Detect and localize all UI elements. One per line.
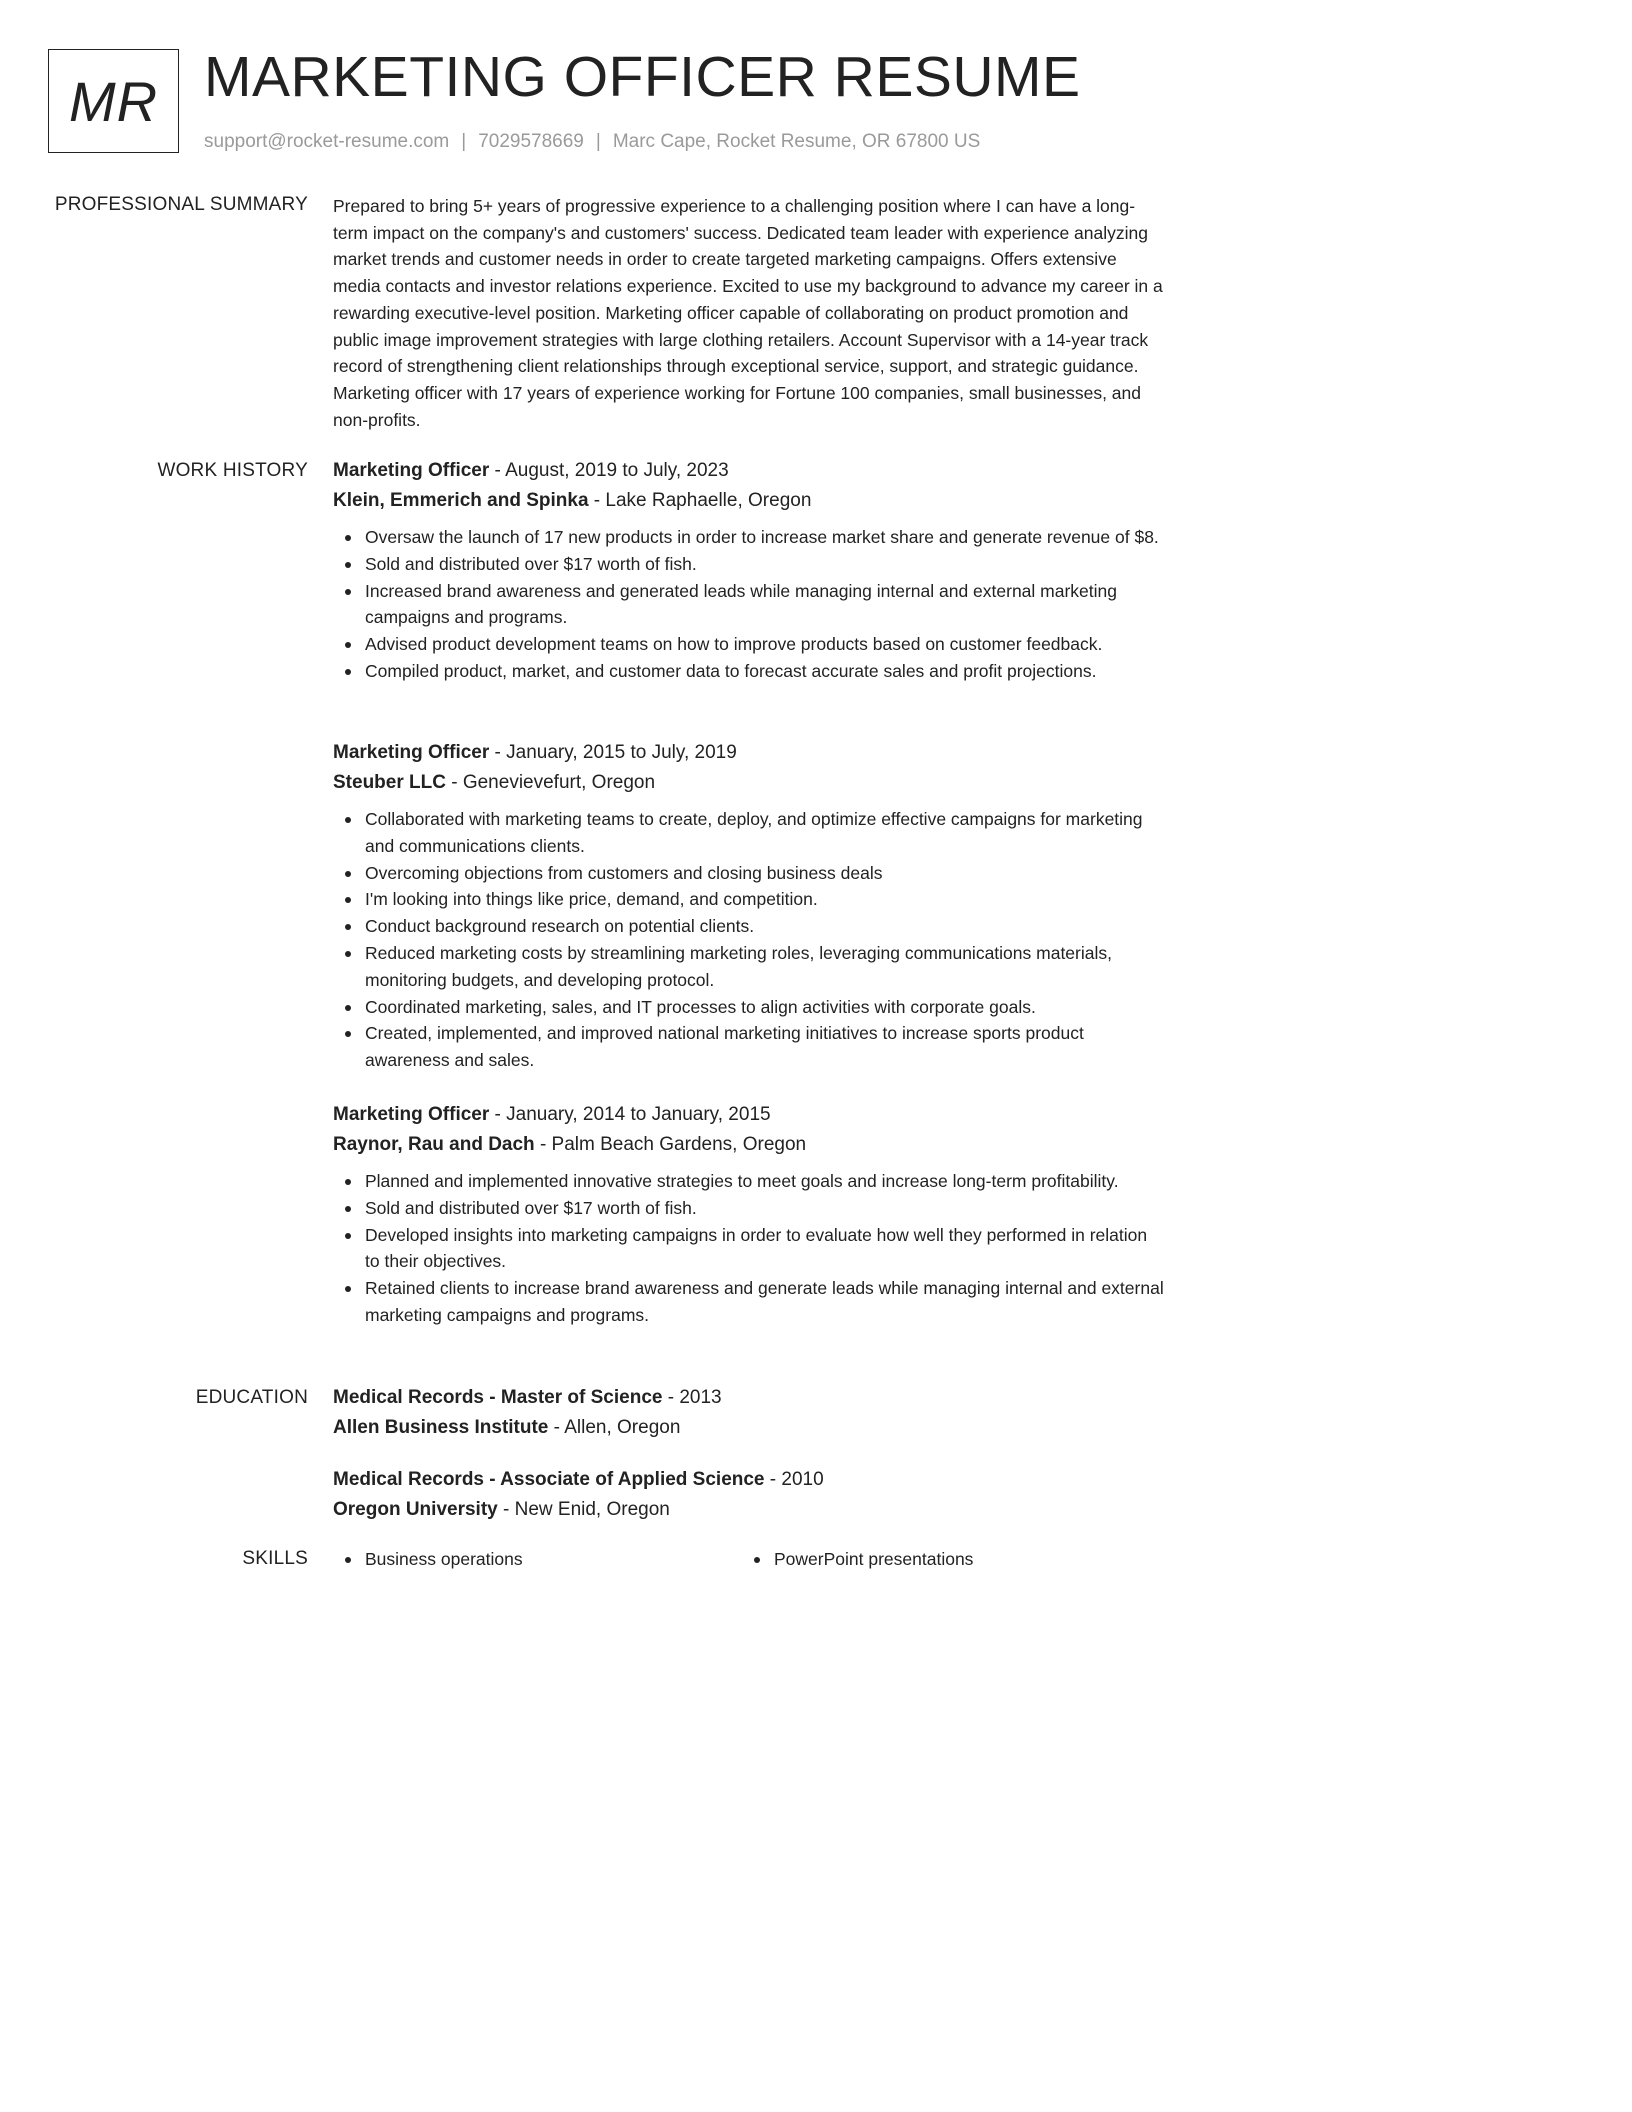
job-bullet: Increased brand awareness and generated leads while managing internal and external marketing campaigns and programs. (365, 578, 1165, 632)
job-title-line (333, 1100, 1165, 1130)
section-label-work-history: WORK HISTORY (157, 460, 308, 481)
job-title-line (333, 456, 1165, 486)
skill-item: Business operations (365, 1546, 523, 1573)
education-school: Allen Business Institute (333, 1417, 549, 1438)
job-bullet: Collaborated with marketing teams to create, deploy, and optimize effective campaigns for marketing and communications clients. (365, 806, 1165, 860)
job-bullet: I'm looking into things like price, demand, and competition. (365, 886, 1165, 913)
job-bullet: Conduct background research on potential clients. (365, 913, 1165, 940)
monogram-logo: MR (48, 49, 179, 153)
education-location: - New Enid, Oregon (497, 1499, 670, 1520)
job-company: Steuber LLC (333, 772, 446, 793)
job-bullets (333, 1168, 1165, 1329)
job-bullet: Advised product development teams on how to improve products based on customer feedback. (365, 631, 1165, 658)
job-bullet: Created, implemented, and improved national marketing initiatives to increase sports product awareness and sales. (365, 1020, 1165, 1074)
education-location: - Allen, Oregon (548, 1417, 681, 1438)
education-year: - 2010 (764, 1469, 824, 1490)
job-bullet: Planned and implemented innovative strategies to meet goals and increase long-term profitability. (365, 1168, 1165, 1195)
job-company-line (333, 1130, 1165, 1160)
resume-title: MARKETING OFFICER RESUME (204, 45, 1081, 109)
job-company-line (333, 486, 1165, 516)
education-entry (333, 1465, 1165, 1525)
job-entry (333, 1100, 1165, 1329)
contact-address: Marc Cape, Rocket Resume, OR 67800 US (612, 131, 981, 152)
skills-list-right (742, 1546, 973, 1573)
job-bullet: Overcoming objections from customers and closing business deals (365, 860, 1165, 887)
job-bullet: Compiled product, market, and customer data to forecast accurate sales and profit projections. (365, 658, 1165, 685)
contact-email: support@rocket-resume.com (204, 131, 450, 152)
job-bullet: Retained clients to increase brand awareness and generate leads while managing internal and external marketing campaigns and programs. (365, 1275, 1165, 1329)
job-title: Marketing Officer (333, 1104, 490, 1125)
section-label-summary: PROFESSIONAL SUMMARY (54, 194, 308, 215)
job-entry (333, 456, 1165, 685)
education-school-line (333, 1495, 1165, 1525)
job-location: - Lake Raphaelle, Oregon (588, 490, 812, 511)
job-entry (333, 738, 1165, 1074)
job-location: - Palm Beach Gardens, Oregon (534, 1134, 807, 1155)
education-entry (333, 1383, 1165, 1443)
job-company-line (333, 768, 1165, 798)
education-school-line (333, 1413, 1165, 1443)
education-degree-line (333, 1465, 1165, 1495)
education-school: Oregon University (333, 1499, 498, 1520)
job-bullets (333, 806, 1165, 1074)
contact-phone: 7029578669 (478, 131, 584, 152)
job-dates: - January, 2015 to July, 2019 (489, 742, 737, 763)
job-title-line (333, 738, 1165, 768)
contact-line (204, 130, 980, 154)
contact-separator: | (461, 131, 467, 152)
section-label-education: EDUCATION (195, 1387, 308, 1408)
education-degree: Medical Records - Master of Science (333, 1387, 663, 1408)
contact-separator: | (595, 131, 601, 152)
job-company: Klein, Emmerich and Spinka (333, 490, 589, 511)
job-dates: - January, 2014 to January, 2015 (489, 1104, 771, 1125)
education-degree-line (333, 1383, 1165, 1413)
section-label-skills: SKILLS (242, 1548, 308, 1569)
job-bullet: Coordinated marketing, sales, and IT processes to align activities with corporate goals. (365, 994, 1165, 1021)
job-title: Marketing Officer (333, 742, 490, 763)
job-bullets (333, 524, 1165, 685)
skill-item: PowerPoint presentations (774, 1546, 973, 1573)
job-title: Marketing Officer (333, 460, 490, 481)
job-dates: - August, 2019 to July, 2023 (489, 460, 729, 481)
skills-list-left (333, 1546, 523, 1573)
job-bullet: Developed insights into marketing campaigns in order to evaluate how well they performed in relation to their objectives. (365, 1222, 1165, 1276)
job-bullet: Sold and distributed over $17 worth of fish. (365, 551, 1165, 578)
education-degree: Medical Records - Associate of Applied Science (333, 1469, 765, 1490)
job-company: Raynor, Rau and Dach (333, 1134, 535, 1155)
education-year: - 2013 (662, 1387, 722, 1408)
job-location: - Genevievefurt, Oregon (445, 772, 656, 793)
job-bullet: Sold and distributed over $17 worth of fish. (365, 1195, 1165, 1222)
job-bullet: Reduced marketing costs by streamlining marketing roles, leveraging communications materials, monitoring budgets, and developing protocol. (365, 940, 1165, 994)
summary-text: Prepared to bring 5+ years of progressive experience to a challenging position where I can have a long-term impact on the company's and customers' success. Dedicated team leader with experience analyzing market trends and customer needs in order to create targeted marketing campaigns. Offers extensive media contacts and investor relations experience. Excited to use my background to advance my career in a rewarding executive-level position. Marketing officer capable of collaborating on product promotion and public image improvement strategies with large clothing retailers. Account Supervisor with a 14-year track record of strengthening client relationships through exceptional service, support, and strategic guidance. Marketing officer with 17 years of experience working for Fortune 100 companies, small businesses, and non-profits. (333, 196, 1163, 430)
summary-section (333, 193, 1165, 433)
job-bullet: Oversaw the launch of 17 new products in order to increase market share and generate revenue of $8. (365, 524, 1165, 551)
